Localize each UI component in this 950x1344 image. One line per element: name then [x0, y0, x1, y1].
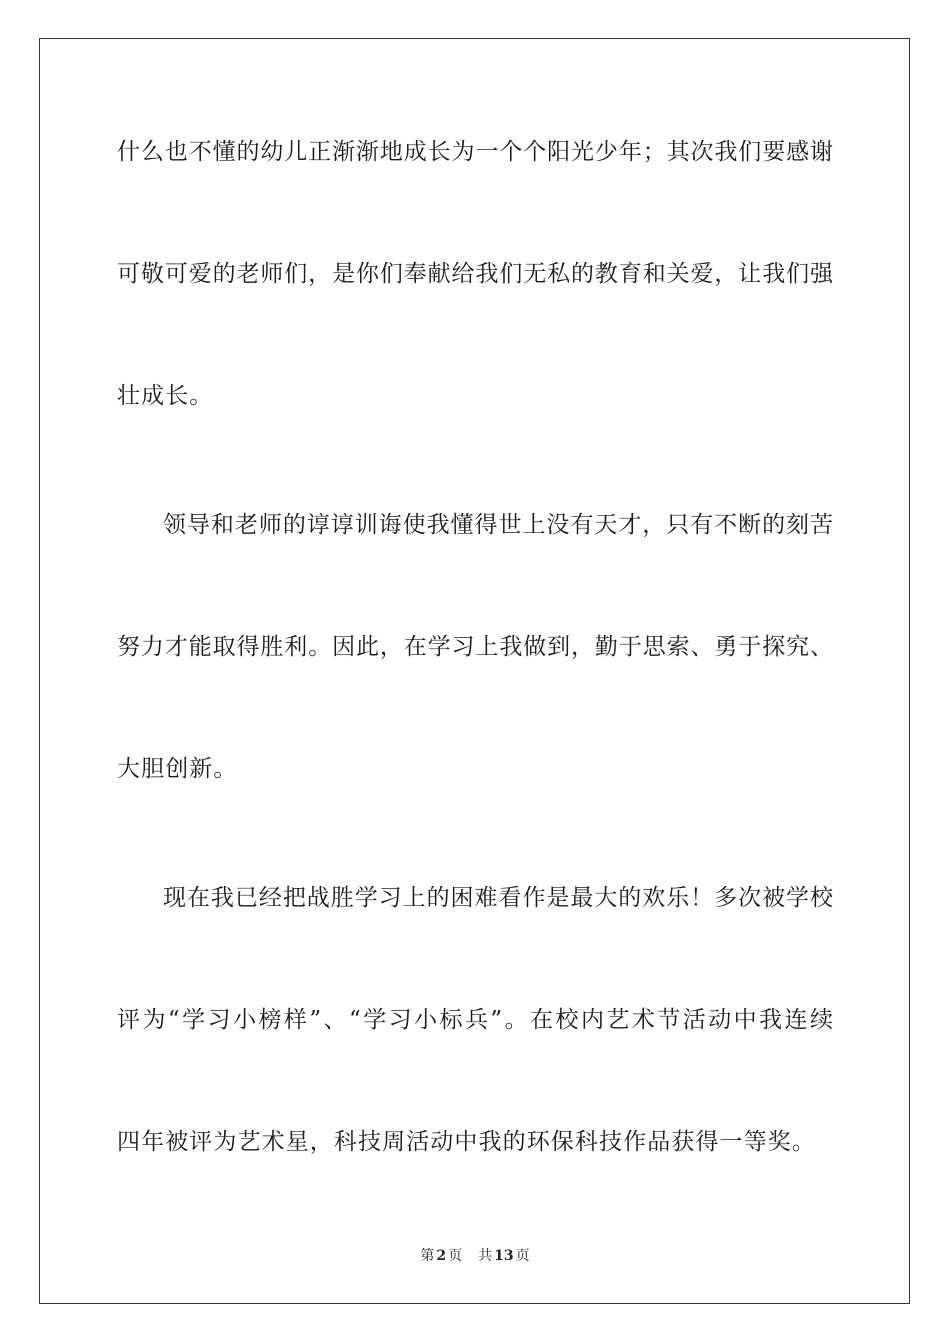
total-pages: 13 [494, 1248, 514, 1264]
paragraph-line: 努力才能取得胜利。因此，在学习上我做到，勤于思索、勇于探究、 [117, 634, 833, 660]
total-suffix: 页 [515, 1248, 530, 1264]
paragraph-line: 评为“学习小榜样”、“学习小标兵”。在校内艺术节活动中我连续 [117, 1007, 833, 1033]
page-prefix: 第 [420, 1248, 435, 1264]
paragraph-line: 大胆创新。 [117, 756, 238, 782]
paragraph-line: 壮成长。 [117, 383, 214, 409]
paragraph-line: 现在我已经把战胜学习上的困难看作是最大的欢乐！多次被学校 [163, 885, 833, 911]
paragraph-line: 可敬可爱的老师们，是你们奉献给我们无私的教育和关爱，让我们强 [117, 261, 833, 287]
page-frame [39, 38, 910, 1304]
total-prefix: 共 [478, 1248, 493, 1264]
page-footer [0, 1247, 950, 1265]
page-suffix: 页 [448, 1248, 463, 1264]
paragraph-line: 四年被评为艺术星，科技周活动中我的环保科技作品获得一等奖。 [117, 1129, 816, 1155]
paragraph-line: 什么也不懂的幼儿正渐渐地成长为一个个阳光少年；其次我们要感谢 [117, 139, 833, 165]
page-number: 2 [436, 1248, 447, 1264]
paragraph-line: 领导和老师的谆谆训诲使我懂得世上没有天才，只有不断的刻苦 [163, 512, 833, 538]
